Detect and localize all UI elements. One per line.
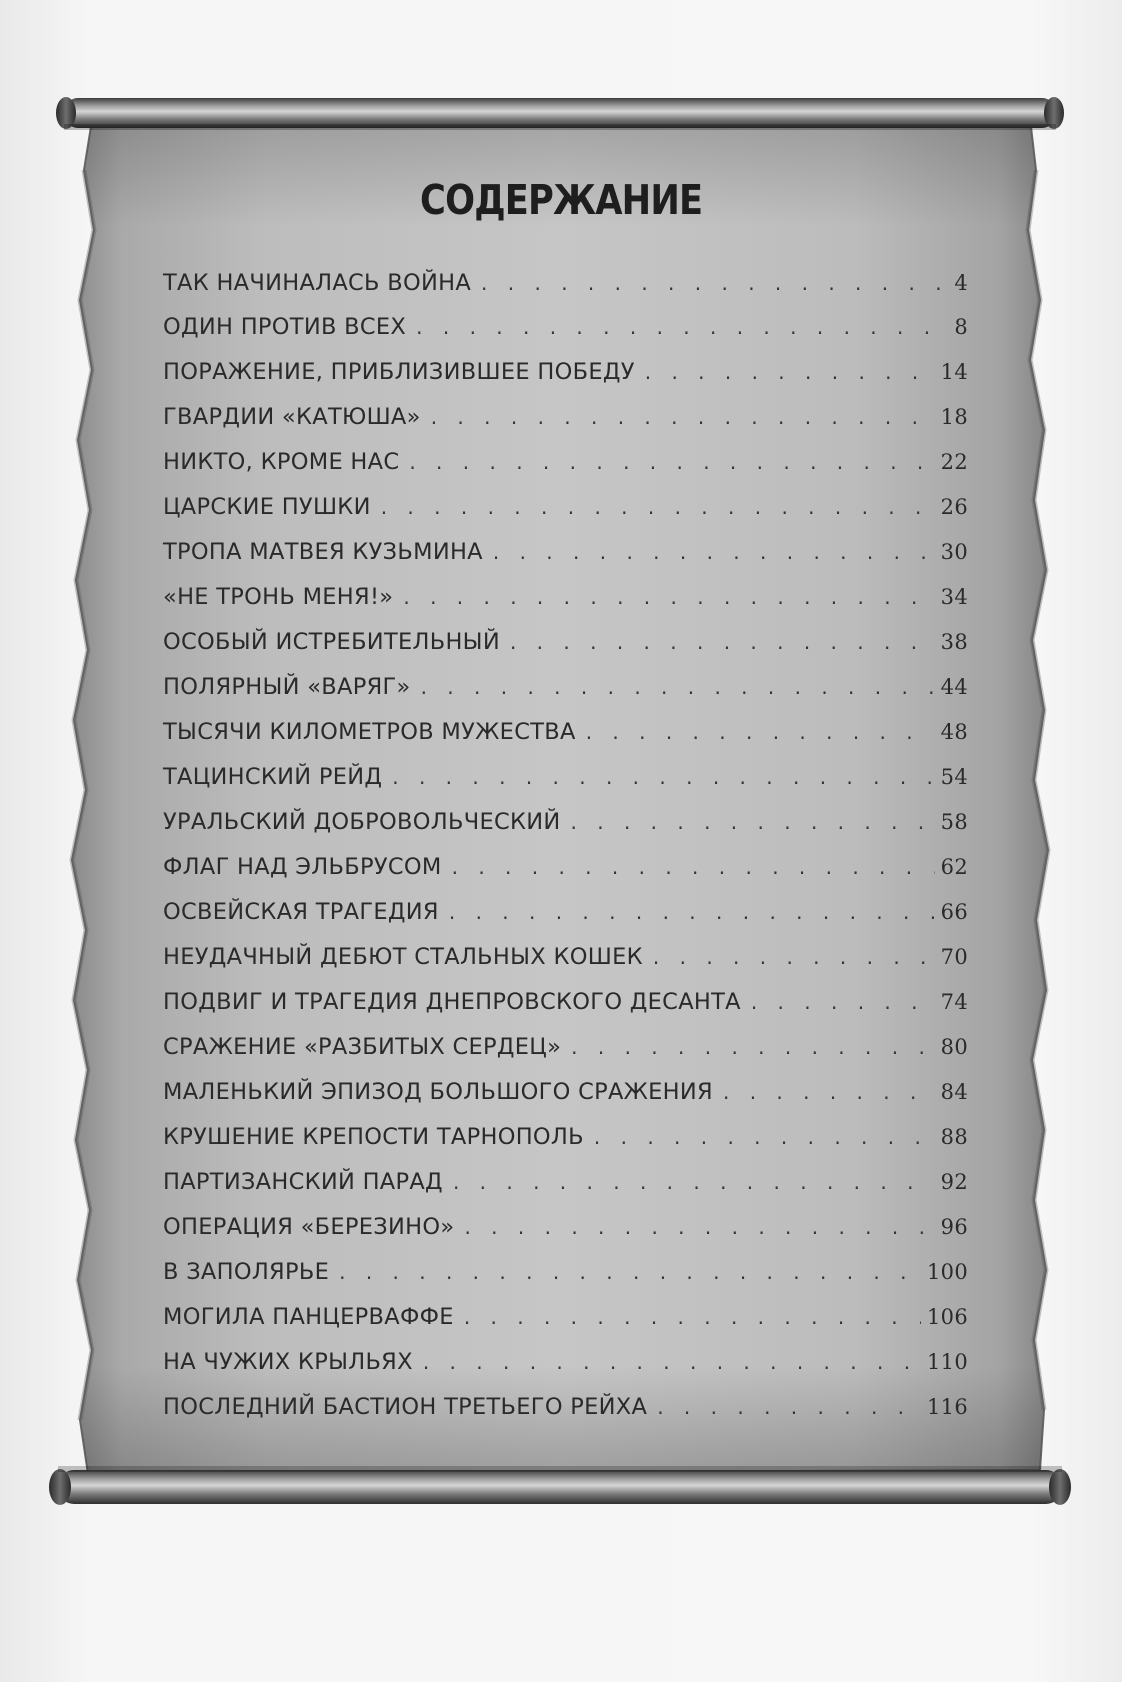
toc-leader-dots xyxy=(594,1125,935,1149)
toc-entry-page: 88 xyxy=(940,1125,968,1149)
toc-entry[interactable] xyxy=(163,270,968,306)
toc-leader-dots xyxy=(657,1395,921,1419)
toc-entry-page: 8 xyxy=(954,315,968,339)
toc-entry-title: ОСВЕЙСКАЯ ТРАГЕДИЯ xyxy=(163,899,439,925)
toc-entry-page: 54 xyxy=(940,765,968,789)
toc-leader-dots xyxy=(751,990,935,1014)
toc-entry-title: В ЗАПОЛЯРЬЕ xyxy=(163,1259,330,1285)
toc-entry-title: ОДИН ПРОТИВ ВСЕХ xyxy=(163,314,407,340)
toc-entry-page: 84 xyxy=(940,1080,968,1104)
toc-entry-page: 116 xyxy=(927,1395,968,1419)
toc-entry-title: ОСОБЫЙ ИСТРЕБИТЕЛЬНЫЙ xyxy=(163,629,500,655)
toc-entry[interactable] xyxy=(163,359,968,395)
toc-leader-dots xyxy=(571,1035,935,1059)
toc-entry[interactable] xyxy=(163,449,968,485)
toc-entry-title: ОПЕРАЦИЯ «БЕРЕЗИНО» xyxy=(163,1214,455,1240)
toc-leader-dots xyxy=(510,630,935,654)
toc-entry-page: 66 xyxy=(940,900,968,924)
toc-leader-dots xyxy=(723,1080,935,1104)
toc-entry-page: 74 xyxy=(940,990,968,1014)
toc-entry-title: НИКТО, КРОМЕ НАС xyxy=(163,449,400,475)
toc-leader-dots xyxy=(409,450,934,474)
toc-entry[interactable] xyxy=(163,1124,968,1160)
toc-leader-dots xyxy=(449,900,935,924)
toc-entry[interactable] xyxy=(163,944,968,980)
toc-entry-title: НА ЧУЖИХ КРЫЛЬЯХ xyxy=(163,1349,413,1375)
toc-leader-dots xyxy=(586,720,935,744)
toc-leader-dots xyxy=(571,810,935,834)
toc-entry-title: ТРОПА МАТВЕЯ КУЗЬМИНА xyxy=(163,539,483,565)
toc-entry[interactable] xyxy=(163,584,968,620)
toc-leader-dots xyxy=(464,1215,934,1239)
toc-entry-title: НЕУДАЧНЫЙ ДЕБЮТ СТАЛЬНЫХ КОШЕК xyxy=(163,944,643,970)
toc-entry[interactable] xyxy=(163,1079,968,1115)
toc-entry-title: «НЕ ТРОНЬ МЕНЯ!» xyxy=(163,584,394,610)
toc-entry-title: ТАЦИНСКИЙ РЕЙД xyxy=(163,764,383,790)
toc-entry[interactable] xyxy=(163,1304,968,1340)
toc-entry-page: 14 xyxy=(940,360,968,384)
toc-leader-dots xyxy=(339,1260,921,1284)
toc-entry[interactable] xyxy=(163,854,968,890)
toc-entry[interactable] xyxy=(163,314,968,350)
toc-leader-dots xyxy=(421,675,935,699)
toc-entry-page: 48 xyxy=(940,720,968,744)
toc-entry[interactable] xyxy=(163,1349,968,1385)
toc-entry-page: 106 xyxy=(927,1305,968,1329)
toc-entry-title: ПОРАЖЕНИЕ, ПРИБЛИЗИВШЕЕ ПОБЕДУ xyxy=(163,359,635,385)
toc-entry-page: 80 xyxy=(940,1035,968,1059)
toc-entry[interactable] xyxy=(163,1394,968,1430)
toc-entry-page: 38 xyxy=(940,630,968,654)
toc-entry-page: 70 xyxy=(940,945,968,969)
toc-entry-page: 96 xyxy=(940,1215,968,1239)
toc-leader-dots xyxy=(481,271,944,295)
toc-leader-dots xyxy=(423,1350,921,1374)
page-title: СОДЕРЖАНИЕ xyxy=(420,176,703,224)
toc-leader-dots xyxy=(453,1170,935,1194)
toc-entry-title: КРУШЕНИЕ КРЕПОСТИ ТАРНОПОЛЬ xyxy=(163,1124,584,1150)
toc-leader-dots xyxy=(416,315,944,339)
top-scroll-rod xyxy=(56,97,1064,130)
toc-entry-page: 18 xyxy=(940,405,968,429)
toc-entry-title: ЦАРСКИЕ ПУШКИ xyxy=(163,494,371,520)
toc-entry-page: 34 xyxy=(940,585,968,609)
toc-entry-title: ТЫСЯЧИ КИЛОМЕТРОВ МУЖЕСТВА xyxy=(163,719,576,745)
toc-entry[interactable] xyxy=(163,404,968,440)
toc-entry[interactable] xyxy=(163,539,968,575)
toc-entry-page: 44 xyxy=(940,675,968,699)
toc-entry-title: ТАК НАЧИНАЛАСЬ ВОЙНА xyxy=(163,270,472,296)
toc-entry-page: 100 xyxy=(927,1260,968,1284)
toc-leader-dots xyxy=(653,945,935,969)
toc-entry-title: МОГИЛА ПАНЦЕРВАФФЕ xyxy=(163,1304,454,1330)
toc-leader-dots xyxy=(464,1305,921,1329)
toc-entry-title: МАЛЕНЬКИЙ ЭПИЗОД БОЛЬШОГО СРАЖЕНИЯ xyxy=(163,1079,713,1105)
toc-leader-dots xyxy=(381,495,935,519)
toc-entry[interactable] xyxy=(163,629,968,665)
toc-entry[interactable] xyxy=(163,1214,968,1250)
toc-entry-page: 22 xyxy=(940,450,968,474)
toc-entry-title: ФЛАГ НАД ЭЛЬБРУСОМ xyxy=(163,854,442,880)
bottom-scroll-rod xyxy=(49,1466,1071,1505)
toc-entry[interactable] xyxy=(163,674,968,710)
toc-leader-dots xyxy=(452,855,935,879)
toc-leader-dots xyxy=(493,540,935,564)
toc-entry-title: ПОДВИГ И ТРАГЕДИЯ ДНЕПРОВСКОГО ДЕСАНТА xyxy=(163,989,741,1015)
toc-entry-page: 4 xyxy=(954,271,968,295)
toc-entry[interactable] xyxy=(163,764,968,800)
toc-entry[interactable] xyxy=(163,1169,968,1205)
toc-entry-page: 110 xyxy=(927,1350,968,1374)
toc-entry-page: 62 xyxy=(940,855,968,879)
toc-leader-dots xyxy=(392,765,934,789)
toc-entry-title: ПАРТИЗАНСКИЙ ПАРАД xyxy=(163,1169,443,1195)
toc-leader-dots xyxy=(403,585,934,609)
toc-entry[interactable] xyxy=(163,494,968,530)
toc-entry[interactable] xyxy=(163,989,968,1025)
toc-leader-dots xyxy=(645,360,935,384)
toc-entry[interactable] xyxy=(163,1259,968,1295)
toc-entry-title: СРАЖЕНИЕ «РАЗБИТЫХ СЕРДЕЦ» xyxy=(163,1034,562,1060)
toc-entry-title: ПОЛЯРНЫЙ «ВАРЯГ» xyxy=(163,674,411,700)
toc-entry-page: 58 xyxy=(940,810,968,834)
toc-entry[interactable] xyxy=(163,899,968,935)
toc-entry[interactable] xyxy=(163,719,968,755)
toc-entry-page: 92 xyxy=(940,1170,968,1194)
toc-entry-title: ПОСЛЕДНИЙ БАСТИОН ТРЕТЬЕГО РЕЙХА xyxy=(163,1394,648,1420)
toc-entry-title: УРАЛЬСКИЙ ДОБРОВОЛЬЧЕСКИЙ xyxy=(163,809,561,835)
toc-entry-page: 30 xyxy=(940,540,968,564)
toc-entry[interactable] xyxy=(163,809,968,845)
toc-leader-dots xyxy=(431,405,935,429)
toc-entry-title: ГВАРДИИ «КАТЮША» xyxy=(163,404,421,430)
toc-entry[interactable] xyxy=(163,1034,968,1070)
toc-entry-page: 26 xyxy=(940,495,968,519)
